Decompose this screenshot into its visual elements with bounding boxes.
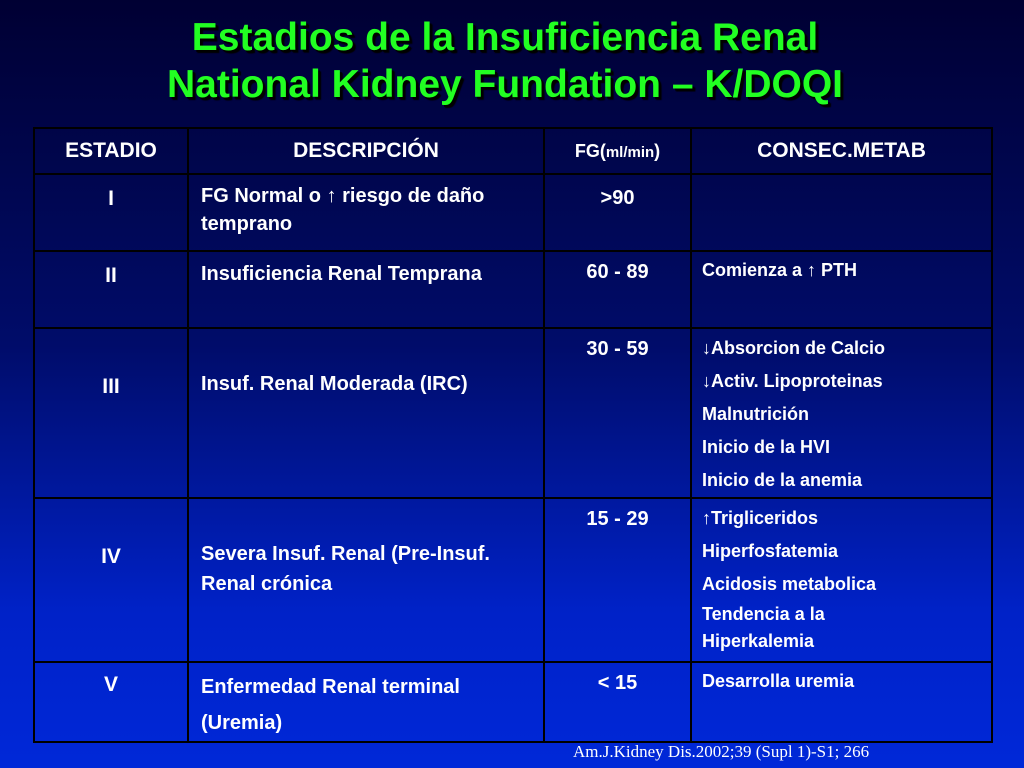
fg-cell: 60 - 89 — [544, 251, 691, 328]
header-fg — [544, 128, 691, 174]
table-row — [34, 251, 992, 328]
description-cell — [188, 662, 544, 742]
consequence-item: Acidosis metabolica — [702, 574, 877, 594]
description-cell: Insuf. Renal Moderada (IRC) — [188, 328, 544, 498]
table-row — [34, 174, 992, 251]
table-row — [34, 498, 992, 662]
stage-cell: I — [34, 174, 188, 251]
table-row — [34, 662, 992, 742]
consequence-item: ↓Absorcion de Calcio — [702, 338, 886, 358]
header-fg-unit: ml/min — [605, 143, 655, 161]
fg-cell: < 15 — [544, 662, 691, 742]
header-fg-prefix: FG( — [574, 140, 606, 161]
stage-cell: IV — [34, 498, 188, 662]
fg-cell: 15 - 29 — [544, 498, 691, 662]
stage-cell: II — [34, 251, 188, 328]
table-row — [34, 328, 992, 498]
consequence-item: Inicio de la anemia — [702, 470, 863, 490]
consequence-item: Inicio de la HVI — [702, 437, 831, 457]
consequences-cell — [691, 498, 992, 662]
fg-cell: 30 - 59 — [544, 328, 691, 498]
citation: Am.J.Kidney Dis.2002;39 (Supl 1)-S1; 266 — [573, 742, 870, 761]
table-header-row — [34, 128, 992, 174]
stage-cell: III — [34, 328, 188, 498]
consequences-cell — [691, 328, 992, 498]
description-cell: Severa Insuf. Renal (Pre-Insuf. Renal crónica — [188, 498, 544, 662]
consequence-item: Comienza a ↑ PTH — [702, 260, 858, 280]
consequence-item: Hiperfosfatemia — [702, 541, 839, 561]
consequence-item: ↓Activ. Lipoproteinas — [702, 371, 883, 391]
consequence-item: Tendencia a la Hiperkalemia — [702, 604, 825, 651]
header-estadio: ESTADIO — [34, 128, 188, 174]
consequence-item: Desarrolla uremia — [702, 671, 855, 691]
header-descripcion: DESCRIPCIÓN — [188, 128, 544, 174]
title-line-1: Estadios de la Insuficiencia Renal — [191, 16, 819, 59]
consequences-cell — [691, 251, 992, 328]
page-title — [0, 14, 1010, 108]
header-consec: CONSEC.METAB — [691, 128, 992, 174]
header-fg-suffix: ) — [654, 140, 661, 161]
description-line-2: (Uremia) — [201, 712, 283, 734]
title-line-2: National Kidney Fundation – K/DOQI — [166, 63, 844, 106]
fg-cell: >90 — [544, 174, 691, 251]
consequence-item: Malnutrición — [702, 404, 809, 424]
stage-cell: V — [34, 662, 188, 742]
description-cell: FG Normal o ↑ riesgo de daño temprano — [188, 174, 544, 251]
consequences-cell — [691, 662, 992, 742]
description-cell: Insuficiencia Renal Temprana — [188, 251, 544, 328]
ckd-stages-table — [33, 127, 993, 743]
consequences-cell — [691, 174, 992, 251]
consequence-item: ↑Trigliceridos — [702, 508, 819, 528]
description-line-1: Enfermedad Renal terminal — [201, 676, 460, 698]
